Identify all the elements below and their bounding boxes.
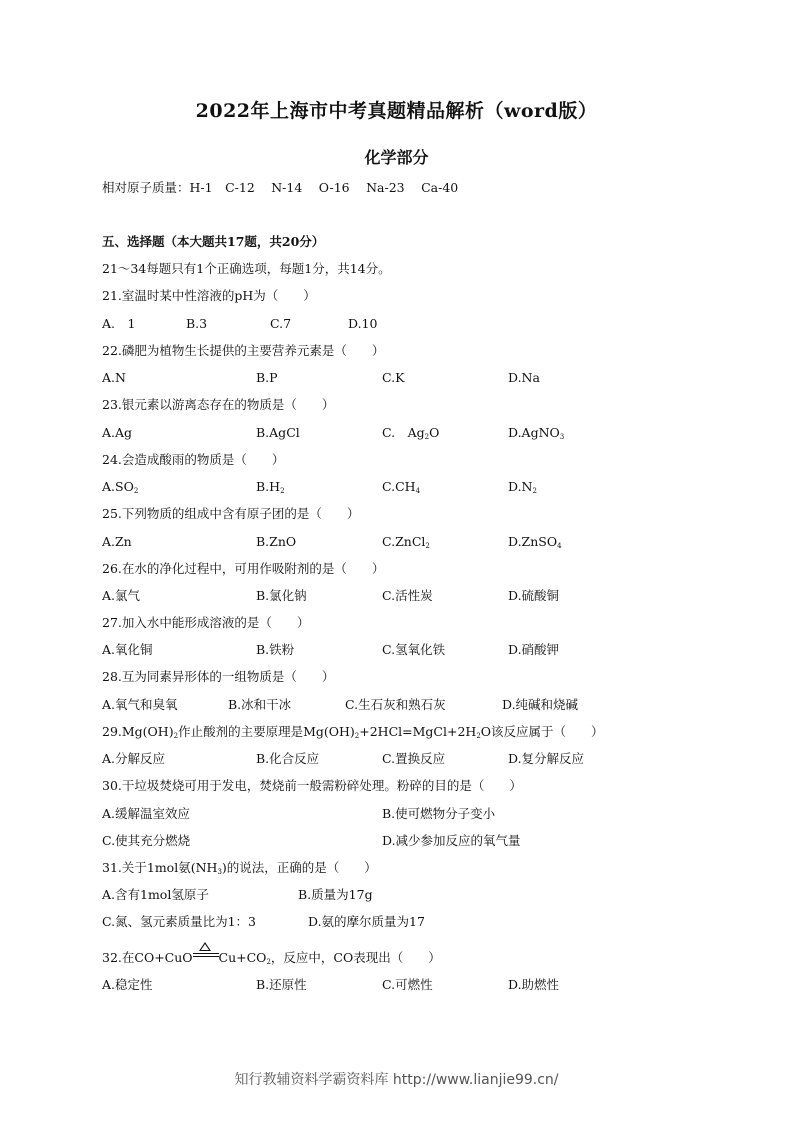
q25-c-subscript: 2: [425, 542, 430, 550]
q31-option-b: B.质量为17g: [298, 887, 373, 902]
q21-option-a: A. 1: [102, 316, 136, 331]
q32-text3: ，反应中，CO表现出（ ）: [270, 950, 441, 965]
q32-text2: Cu+CO: [218, 950, 267, 965]
q23-option-b: B.AgCl: [256, 425, 300, 440]
q24-option-b: [256, 479, 285, 499]
footer-watermark: 知行教辅资料学霸资料库 http://www.lianjie99.cn/: [234, 1072, 559, 1088]
q29-text3: +2HCl=MgCl+2H: [359, 724, 477, 739]
q23-option-a: A.Ag: [102, 425, 133, 440]
q26-option-a: A.氯气: [102, 588, 141, 603]
section-instruction: 21～34每题只有1个正确选项，每题1分，共14分。: [102, 261, 391, 276]
q23-c-text1: C. Ag: [382, 425, 425, 440]
q29-text1: 29.Mg(OH): [102, 724, 174, 739]
q32-option-b: B.还原性: [256, 977, 307, 992]
q29-text4: O该反应属于（ ）: [480, 724, 604, 739]
q24-a-subscript: 2: [133, 487, 139, 495]
q26-option-d: D.硫酸铜: [508, 588, 560, 603]
q31-text2: )的说法，正确的是（ ）: [221, 860, 377, 875]
q24-d-text: D.N: [508, 479, 533, 494]
q25-c-text: C.ZnCl: [382, 534, 426, 549]
q23-d-subscript: 3: [559, 433, 565, 441]
reaction-line-bottom: [193, 956, 219, 957]
question-23: 23.银元素以游离态存在的物质是（ ）: [102, 397, 335, 412]
q28-option-c: C.生石灰和熟石灰: [345, 697, 446, 712]
q21-option-b: B.3: [186, 316, 208, 331]
question-22: 22.磷肥为植物生长提供的主要营养元素是（ ）: [102, 343, 385, 358]
q31-option-c: C.氮、氢元素质量比为1：3: [102, 914, 256, 929]
page-subtitle: 化学部分: [364, 148, 429, 167]
q28-option-d: D.纯碱和烧碱: [502, 697, 579, 712]
q31-option-a: A.含有1mol氢原子: [102, 887, 209, 902]
q29-option-b: B.化合反应: [256, 751, 320, 766]
q30-option-c: C.使其充分燃烧: [102, 833, 191, 848]
question-27: 27.加入水中能形成溶液的是（ ）: [102, 615, 310, 630]
q29-subscript2: 2: [354, 732, 360, 740]
q23-d-text: D.AgNO: [508, 425, 560, 440]
q29-text2: 作止酸剂的主要原理是Mg(OH): [178, 724, 355, 739]
q27-option-c: C.氢氧化铁: [382, 642, 446, 657]
q22-option-d: D.Na: [508, 370, 540, 385]
q23-option-c: [382, 425, 439, 445]
q29-option-d: D.复分解反应: [508, 751, 585, 766]
q25-option-a: A.Zn: [102, 534, 132, 549]
q30-option-b: B.使可燃物分子变小: [382, 806, 496, 821]
q24-option-d: [508, 479, 537, 499]
q23-option-d: [508, 425, 564, 445]
question-29: [102, 724, 604, 744]
question-28: 28.互为同素异形体的一组物质是（ ）: [102, 669, 335, 684]
question-30: 30.干垃圾焚烧可用于发电，焚烧前一般需粉碎处理。粉碎的目的是（ ）: [102, 778, 522, 793]
q29-subscript3: 2: [476, 732, 481, 740]
question-31: [102, 860, 377, 880]
q31-option-d: D.氨的摩尔质量为17: [308, 914, 425, 929]
q29-option-a: A.分解反应: [102, 751, 166, 766]
section-heading: 五、选择题（本大题共17题，共20分）: [102, 234, 325, 249]
q29-subscript1: 2: [173, 732, 179, 740]
question-24: 24.会造成酸雨的物质是（ ）: [102, 452, 285, 467]
q21-option-c: C.7: [270, 316, 292, 331]
q32-option-c: C.可燃性: [382, 977, 433, 992]
q32-text1: 32.在CO+CuO: [102, 950, 193, 965]
q25-option-d: [508, 534, 562, 554]
q27-option-a: A.氧化铜: [102, 642, 153, 657]
question-21: 21.室温时某中性溶液的pH为（ ）: [102, 288, 316, 303]
q25-option-b: B.ZnO: [256, 534, 297, 549]
q32-option-d: D.助燃性: [508, 977, 560, 992]
reaction-heat-condition: [193, 950, 219, 966]
q22-option-a: A.N: [102, 370, 126, 385]
q26-option-c: C.活性炭: [382, 588, 433, 603]
q22-option-c: C.K: [382, 370, 405, 385]
q24-a-text: A.SO: [102, 479, 134, 494]
q22-option-b: B.P: [256, 370, 278, 385]
q24-option-a: [102, 479, 138, 499]
q31-text1: 31.关于1mol氨(NH: [102, 860, 218, 875]
q29-option-c: C.置换反应: [382, 751, 446, 766]
atomic-masses: 相对原子质量：H-1 C-12 N-14 O-16 Na-23 Ca-40: [102, 180, 459, 195]
q30-option-d: D.减少参加反应的氧气量: [382, 833, 521, 848]
q26-option-b: B.氯化钠: [256, 588, 307, 603]
question-26: 26.在水的净化过程中，可用作吸附剂的是（ ）: [102, 561, 385, 576]
q23-c-subscript: 2: [424, 433, 430, 441]
q24-option-c: [382, 479, 420, 499]
q24-b-text: B.H: [256, 479, 281, 494]
q24-b-subscript: 2: [280, 487, 285, 495]
q25-option-c: [382, 534, 430, 554]
q21-option-d: D.10: [348, 316, 378, 331]
q25-d-text: D.ZnSO: [508, 534, 558, 549]
question-25: 25.下列物质的组成中含有原子团的是（ ）: [102, 506, 360, 521]
heat-triangle-icon: [199, 942, 211, 951]
q31-subscript: 3: [217, 868, 222, 876]
q32-option-a: A.稳定性: [102, 977, 153, 992]
q25-d-subscript: 4: [557, 542, 562, 550]
q30-option-a: A.缓解温室效应: [102, 806, 191, 821]
q28-option-a: A.氧气和臭氧: [102, 697, 178, 712]
q24-c-text: C.CH: [382, 479, 416, 494]
q27-option-d: D.硝酸钾: [508, 642, 560, 657]
q32-subscript: 2: [266, 958, 271, 966]
q24-c-subscript: 4: [415, 487, 421, 495]
question-32: [102, 950, 441, 970]
q28-option-b: B.冰和干冰: [228, 697, 292, 712]
q24-d-subscript: 2: [532, 487, 537, 495]
q27-option-b: B.铁粉: [256, 642, 295, 657]
page-title: 2022年上海市中考真题精品解析（word版）: [195, 100, 598, 122]
reaction-line-top: [193, 953, 219, 954]
q23-c-text2: O: [429, 425, 440, 440]
